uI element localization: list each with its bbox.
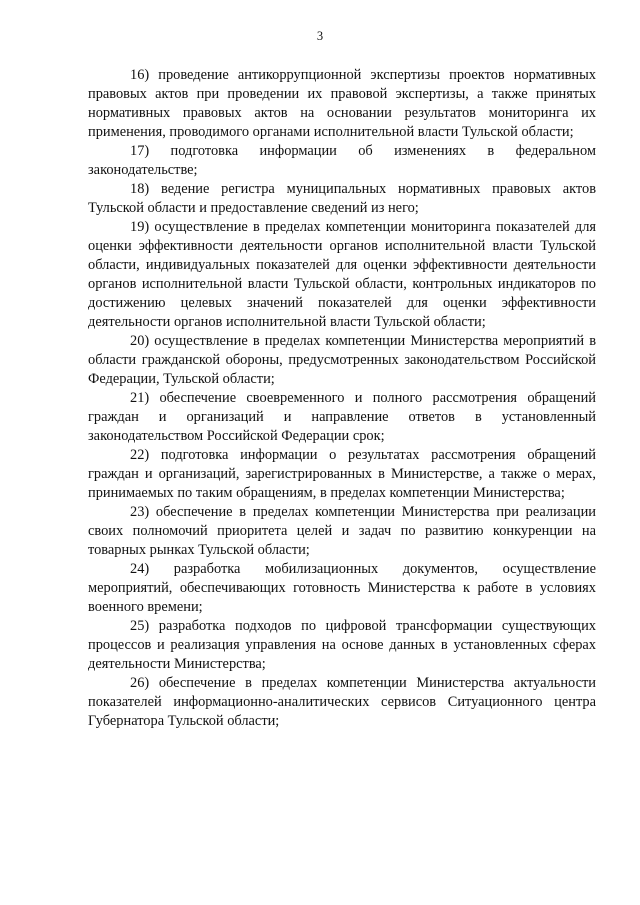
list-item-19: 19) осуществление в пределах компетенции мониторинга показателей для оценки эффективности деятельности органов исполнительной власти Тульской области, индивидуальных показателей для оценки эффективности деятельности органов исполнительной власти Тульской области, контрольных индикаторов по достижению целевых значений показателей для оценки эффективности деятельности органов исполнительной власти Тульской области; <box>88 219 596 330</box>
document-body <box>88 66 596 731</box>
list-item-25: 25) разработка подходов по цифровой трансформации существующих процессов и реализация управления на основе данных в установленных сферах деятельности Министерства; <box>88 618 596 672</box>
list-item-24: 24) разработка мобилизационных документов, осуществление мероприятий, обеспечивающих готовность Министерства к работе в условиях военного времени; <box>88 561 596 615</box>
list-item-18: 18) ведение регистра муниципальных нормативных правовых актов Тульской области и предоставление сведений из него; <box>88 181 596 216</box>
page-number: 3 <box>316 29 324 43</box>
list-item-21: 21) обеспечение своевременного и полного рассмотрения обращений граждан и организаций и направление ответов в установленный законодательством Российской Федерации срок; <box>88 390 596 444</box>
list-item-22: 22) подготовка информации о результатах рассмотрения обращений граждан и организаций, зарегистрированных в Министерстве, а также о мерах, принимаемых по таким обращениям, в пределах компетенции Министерства; <box>88 447 596 501</box>
list-item-23: 23) обеспечение в пределах компетенции Министерства при реализации своих полномочий приоритета целей и задач по развитию конкуренции на товарных рынках Тульской области; <box>88 504 596 558</box>
list-item-26: 26) обеспечение в пределах компетенции Министерства актуальности показателей информационно-аналитических сервисов Ситуационного центра Губернатора Тульской области; <box>88 675 596 729</box>
list-item-20: 20) осуществление в пределах компетенции Министерства мероприятий в области гражданской обороны, предусмотренных законодательством Российской Федерации, Тульской области; <box>88 333 596 387</box>
list-item-17: 17) подготовка информации об изменениях в федеральном законодательстве; <box>88 143 596 178</box>
list-item-16: 16) проведение антикоррупционной экспертизы проектов нормативных правовых актов при проведении их правовой экспертизы, а также принятых нормативных правовых актов на основании результатов мониторинга их применения, проводимого органами исполнительной власти Тульской области; <box>88 67 596 140</box>
